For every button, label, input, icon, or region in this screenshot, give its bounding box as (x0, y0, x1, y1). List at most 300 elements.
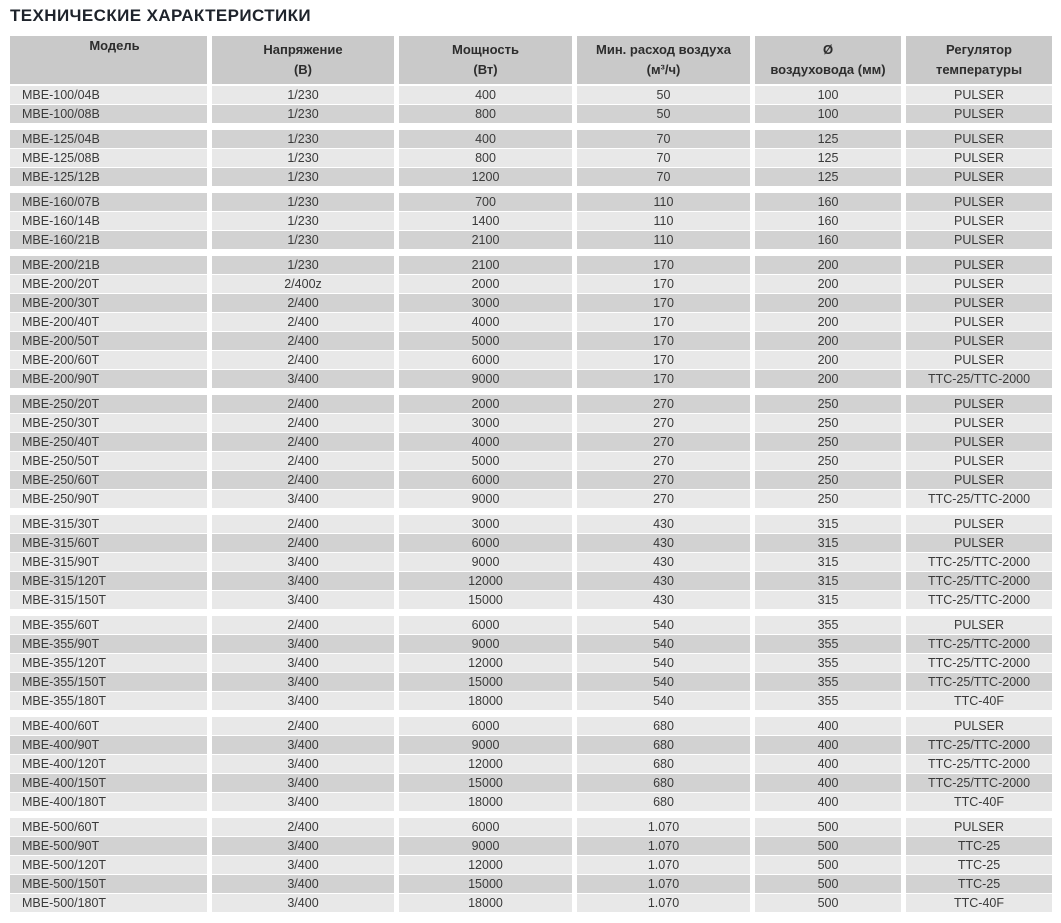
cell-power: 9000 (399, 370, 572, 388)
cell-model: MBE-355/60T (10, 616, 207, 634)
cell-power: 2000 (399, 395, 572, 413)
cell-regulator: TTC-25/TTC-2000 (906, 736, 1052, 754)
cell-model: MBE-500/180T (10, 894, 207, 912)
cell-model: MBE-315/120T (10, 572, 207, 590)
cell-airflow: 110 (577, 193, 750, 211)
table-header-row (10, 36, 1052, 84)
cell-diameter: 100 (755, 105, 901, 123)
header-sublabel: (В) (293, 62, 313, 77)
cell-regulator: TTC-25/TTC-2000 (906, 635, 1052, 653)
cell-diameter: 355 (755, 692, 901, 710)
cell-power: 15000 (399, 673, 572, 691)
cell-voltage: 2/400 (212, 414, 394, 432)
table-row (10, 105, 1052, 123)
cell-model: MBE-400/60T (10, 717, 207, 735)
table-group (10, 818, 1052, 912)
cell-power: 6000 (399, 818, 572, 836)
cell-diameter: 200 (755, 313, 901, 331)
cell-regulator: PULSER (906, 717, 1052, 735)
cell-diameter: 200 (755, 275, 901, 293)
cell-airflow: 270 (577, 433, 750, 451)
cell-airflow: 540 (577, 673, 750, 691)
table-body (10, 86, 1052, 912)
cell-voltage: 2/400 (212, 313, 394, 331)
cell-airflow: 680 (577, 717, 750, 735)
cell-diameter: 160 (755, 231, 901, 249)
header-label: Регулятор (946, 41, 1012, 57)
page-title: ТЕХНИЧЕСКИЕ ХАРАКТЕРИСТИКИ (10, 6, 312, 25)
cell-model: MBE-200/30T (10, 294, 207, 312)
table-row (10, 572, 1052, 590)
cell-diameter: 400 (755, 717, 901, 735)
cell-regulator: PULSER (906, 515, 1052, 533)
header-label: Напряжение (263, 41, 343, 57)
table-row (10, 894, 1052, 912)
cell-regulator: TTC-25 (906, 856, 1052, 874)
cell-voltage: 3/400 (212, 553, 394, 571)
cell-voltage: 3/400 (212, 490, 394, 508)
table-row (10, 351, 1052, 369)
cell-power: 6000 (399, 616, 572, 634)
cell-regulator: PULSER (906, 471, 1052, 489)
cell-diameter: 315 (755, 591, 901, 609)
table-row (10, 635, 1052, 653)
cell-power: 15000 (399, 774, 572, 792)
cell-voltage: 2/400 (212, 616, 394, 634)
cell-power: 800 (399, 149, 572, 167)
table-row (10, 793, 1052, 811)
cell-airflow: 680 (577, 755, 750, 773)
table-row (10, 755, 1052, 773)
cell-model: MBE-250/30T (10, 414, 207, 432)
cell-voltage: 2/400 (212, 818, 394, 836)
cell-power: 400 (399, 86, 572, 104)
table-row (10, 395, 1052, 413)
cell-diameter: 160 (755, 193, 901, 211)
cell-airflow: 540 (577, 692, 750, 710)
cell-airflow: 170 (577, 294, 750, 312)
cell-regulator: TTC-25/TTC-2000 (906, 591, 1052, 609)
table-row (10, 673, 1052, 691)
header-label: Мощность (452, 41, 519, 57)
cell-model: MBE-250/90T (10, 490, 207, 508)
cell-voltage: 3/400 (212, 572, 394, 590)
header-cell-regulator (906, 36, 1052, 84)
cell-diameter: 500 (755, 818, 901, 836)
cell-regulator: TTC-25 (906, 875, 1052, 893)
cell-model: MBE-400/180T (10, 793, 207, 811)
cell-regulator: PULSER (906, 332, 1052, 350)
cell-power: 2100 (399, 231, 572, 249)
cell-diameter: 200 (755, 370, 901, 388)
cell-regulator: PULSER (906, 313, 1052, 331)
cell-model: MBE-160/14B (10, 212, 207, 230)
cell-power: 18000 (399, 793, 572, 811)
cell-diameter: 315 (755, 572, 901, 590)
cell-regulator: PULSER (906, 351, 1052, 369)
cell-voltage: 1/230 (212, 212, 394, 230)
table-row (10, 616, 1052, 634)
table-row (10, 130, 1052, 148)
cell-voltage: 3/400 (212, 774, 394, 792)
cell-model: MBE-200/60T (10, 351, 207, 369)
cell-airflow: 680 (577, 793, 750, 811)
cell-model: MBE-160/07B (10, 193, 207, 211)
table-row (10, 837, 1052, 855)
cell-model: MBE-315/150T (10, 591, 207, 609)
cell-voltage: 3/400 (212, 673, 394, 691)
cell-model: MBE-160/21B (10, 231, 207, 249)
cell-airflow: 170 (577, 275, 750, 293)
cell-power: 5000 (399, 452, 572, 470)
table-group (10, 515, 1052, 609)
cell-model: MBE-200/90T (10, 370, 207, 388)
cell-power: 1400 (399, 212, 572, 230)
cell-diameter: 250 (755, 452, 901, 470)
cell-diameter: 200 (755, 294, 901, 312)
cell-model: MBE-125/04B (10, 130, 207, 148)
cell-airflow: 170 (577, 370, 750, 388)
cell-power: 15000 (399, 875, 572, 893)
cell-airflow: 430 (577, 515, 750, 533)
cell-diameter: 315 (755, 553, 901, 571)
table-row (10, 717, 1052, 735)
cell-model: MBE-250/60T (10, 471, 207, 489)
header-sublabel: воздуховода (мм) (770, 62, 886, 77)
cell-airflow: 680 (577, 736, 750, 754)
cell-power: 3000 (399, 294, 572, 312)
cell-diameter: 250 (755, 471, 901, 489)
cell-power: 2000 (399, 275, 572, 293)
cell-regulator: PULSER (906, 168, 1052, 186)
cell-regulator: TTC-25/TTC-2000 (906, 553, 1052, 571)
cell-diameter: 355 (755, 673, 901, 691)
cell-regulator: PULSER (906, 534, 1052, 552)
cell-voltage: 3/400 (212, 837, 394, 855)
cell-power: 1200 (399, 168, 572, 186)
cell-diameter: 400 (755, 793, 901, 811)
cell-airflow: 270 (577, 471, 750, 489)
cell-voltage: 2/400 (212, 332, 394, 350)
cell-regulator: TTC-40F (906, 692, 1052, 710)
cell-model: MBE-200/21B (10, 256, 207, 274)
cell-regulator: PULSER (906, 414, 1052, 432)
cell-model: MBE-500/90T (10, 837, 207, 855)
table-group (10, 717, 1052, 811)
cell-regulator: TTC-25/TTC-2000 (906, 654, 1052, 672)
cell-model: MBE-125/08B (10, 149, 207, 167)
header-cell-power (399, 36, 572, 84)
cell-regulator: PULSER (906, 193, 1052, 211)
cell-airflow: 680 (577, 774, 750, 792)
table-row (10, 875, 1052, 893)
table-row (10, 231, 1052, 249)
cell-model: MBE-100/04B (10, 86, 207, 104)
table-row (10, 774, 1052, 792)
cell-diameter: 100 (755, 86, 901, 104)
table-row (10, 736, 1052, 754)
cell-airflow: 430 (577, 591, 750, 609)
cell-power: 800 (399, 105, 572, 123)
cell-voltage: 1/230 (212, 256, 394, 274)
cell-voltage: 2/400 (212, 452, 394, 470)
cell-regulator: TTC-25 (906, 837, 1052, 855)
cell-power: 9000 (399, 837, 572, 855)
cell-voltage: 2/400 (212, 534, 394, 552)
cell-voltage: 2/400z (212, 275, 394, 293)
cell-voltage: 2/400 (212, 471, 394, 489)
cell-diameter: 250 (755, 414, 901, 432)
cell-diameter: 500 (755, 856, 901, 874)
cell-power: 2100 (399, 256, 572, 274)
cell-airflow: 430 (577, 572, 750, 590)
cell-airflow: 1.070 (577, 875, 750, 893)
cell-model: MBE-355/150T (10, 673, 207, 691)
cell-regulator: PULSER (906, 452, 1052, 470)
cell-diameter: 160 (755, 212, 901, 230)
cell-regulator: PULSER (906, 105, 1052, 123)
cell-voltage: 3/400 (212, 875, 394, 893)
cell-diameter: 125 (755, 149, 901, 167)
cell-airflow: 110 (577, 231, 750, 249)
cell-voltage: 3/400 (212, 736, 394, 754)
cell-model: MBE-355/180T (10, 692, 207, 710)
cell-voltage: 3/400 (212, 370, 394, 388)
cell-airflow: 540 (577, 635, 750, 653)
cell-regulator: PULSER (906, 231, 1052, 249)
cell-voltage: 1/230 (212, 86, 394, 104)
cell-model: MBE-250/40T (10, 433, 207, 451)
cell-voltage: 3/400 (212, 755, 394, 773)
cell-diameter: 500 (755, 894, 901, 912)
table-row (10, 534, 1052, 552)
cell-regulator: TTC-25/TTC-2000 (906, 370, 1052, 388)
cell-model: MBE-200/50T (10, 332, 207, 350)
header-label: Мин. расход воздуха (596, 41, 731, 57)
header-cell-model (10, 36, 207, 84)
cell-voltage: 3/400 (212, 654, 394, 672)
cell-power: 18000 (399, 692, 572, 710)
cell-airflow: 540 (577, 654, 750, 672)
table-row (10, 212, 1052, 230)
cell-power: 3000 (399, 414, 572, 432)
cell-airflow: 430 (577, 534, 750, 552)
cell-diameter: 315 (755, 515, 901, 533)
cell-airflow: 70 (577, 168, 750, 186)
cell-airflow: 1.070 (577, 837, 750, 855)
cell-regulator: TTC-25/TTC-2000 (906, 490, 1052, 508)
cell-power: 15000 (399, 591, 572, 609)
table-row (10, 553, 1052, 571)
cell-power: 5000 (399, 332, 572, 350)
cell-power: 6000 (399, 471, 572, 489)
cell-airflow: 170 (577, 256, 750, 274)
table-row (10, 168, 1052, 186)
cell-regulator: PULSER (906, 395, 1052, 413)
cell-voltage: 3/400 (212, 692, 394, 710)
cell-voltage: 3/400 (212, 591, 394, 609)
cell-model: MBE-400/150T (10, 774, 207, 792)
cell-power: 9000 (399, 635, 572, 653)
header-sublabel: температуры (935, 62, 1023, 77)
header-label: Модель (89, 38, 140, 53)
cell-diameter: 400 (755, 774, 901, 792)
cell-diameter: 125 (755, 130, 901, 148)
cell-diameter: 200 (755, 332, 901, 350)
table-row (10, 654, 1052, 672)
table-row (10, 452, 1052, 470)
cell-regulator: PULSER (906, 149, 1052, 167)
cell-power: 12000 (399, 856, 572, 874)
cell-airflow: 270 (577, 414, 750, 432)
cell-airflow: 270 (577, 395, 750, 413)
cell-airflow: 70 (577, 149, 750, 167)
cell-power: 6000 (399, 534, 572, 552)
cell-voltage: 3/400 (212, 856, 394, 874)
table-row (10, 591, 1052, 609)
cell-power: 12000 (399, 572, 572, 590)
cell-model: MBE-355/90T (10, 635, 207, 653)
cell-model: MBE-125/12B (10, 168, 207, 186)
cell-diameter: 500 (755, 875, 901, 893)
cell-airflow: 170 (577, 351, 750, 369)
cell-regulator: PULSER (906, 130, 1052, 148)
cell-power: 3000 (399, 515, 572, 533)
table-row (10, 275, 1052, 293)
cell-diameter: 250 (755, 490, 901, 508)
table-row (10, 294, 1052, 312)
cell-voltage: 1/230 (212, 105, 394, 123)
cell-model: MBE-500/60T (10, 818, 207, 836)
cell-regulator: PULSER (906, 616, 1052, 634)
table-row (10, 370, 1052, 388)
table-row (10, 692, 1052, 710)
cell-voltage: 2/400 (212, 717, 394, 735)
cell-model: MBE-100/08B (10, 105, 207, 123)
table-row (10, 86, 1052, 104)
cell-voltage: 1/230 (212, 168, 394, 186)
cell-power: 9000 (399, 490, 572, 508)
table-group (10, 193, 1052, 249)
cell-model: MBE-250/20T (10, 395, 207, 413)
cell-diameter: 315 (755, 534, 901, 552)
cell-airflow: 110 (577, 212, 750, 230)
cell-model: MBE-500/120T (10, 856, 207, 874)
cell-power: 6000 (399, 717, 572, 735)
cell-power: 6000 (399, 351, 572, 369)
cell-diameter: 355 (755, 635, 901, 653)
cell-airflow: 270 (577, 490, 750, 508)
table-row (10, 193, 1052, 211)
cell-diameter: 200 (755, 256, 901, 274)
table-row (10, 856, 1052, 874)
cell-diameter: 400 (755, 736, 901, 754)
cell-airflow: 1.070 (577, 856, 750, 874)
cell-model: MBE-315/90T (10, 553, 207, 571)
header-cell-airflow (577, 36, 750, 84)
table-row (10, 515, 1052, 533)
cell-diameter: 355 (755, 654, 901, 672)
cell-voltage: 2/400 (212, 395, 394, 413)
cell-regulator: PULSER (906, 86, 1052, 104)
cell-power: 12000 (399, 755, 572, 773)
cell-regulator: TTC-25/TTC-2000 (906, 774, 1052, 792)
cell-power: 9000 (399, 553, 572, 571)
table-row (10, 471, 1052, 489)
cell-airflow: 50 (577, 86, 750, 104)
table-row (10, 256, 1052, 274)
cell-diameter: 200 (755, 351, 901, 369)
table-group (10, 256, 1052, 388)
cell-diameter: 355 (755, 616, 901, 634)
cell-voltage: 2/400 (212, 294, 394, 312)
cell-airflow: 70 (577, 130, 750, 148)
table-row (10, 149, 1052, 167)
cell-power: 700 (399, 193, 572, 211)
cell-regulator: PULSER (906, 433, 1052, 451)
cell-voltage: 2/400 (212, 433, 394, 451)
cell-model: MBE-315/30T (10, 515, 207, 533)
cell-voltage: 2/400 (212, 515, 394, 533)
cell-airflow: 170 (577, 332, 750, 350)
cell-voltage: 3/400 (212, 894, 394, 912)
cell-diameter: 500 (755, 837, 901, 855)
cell-regulator: TTC-40F (906, 894, 1052, 912)
cell-voltage: 2/400 (212, 351, 394, 369)
cell-power: 400 (399, 130, 572, 148)
cell-model: MBE-400/90T (10, 736, 207, 754)
table-group (10, 86, 1052, 123)
cell-regulator: TTC-25/TTC-2000 (906, 673, 1052, 691)
cell-regulator: PULSER (906, 256, 1052, 274)
cell-voltage: 1/230 (212, 231, 394, 249)
cell-airflow: 270 (577, 452, 750, 470)
cell-power: 18000 (399, 894, 572, 912)
cell-regulator: PULSER (906, 818, 1052, 836)
header-sublabel: (Вт) (473, 62, 498, 77)
header-cell-voltage (212, 36, 394, 84)
cell-regulator: TTC-25/TTC-2000 (906, 572, 1052, 590)
cell-regulator: PULSER (906, 294, 1052, 312)
cell-model: MBE-200/20T (10, 275, 207, 293)
cell-airflow: 1.070 (577, 894, 750, 912)
table-row (10, 332, 1052, 350)
cell-airflow: 170 (577, 313, 750, 331)
cell-voltage: 1/230 (212, 130, 394, 148)
cell-regulator: PULSER (906, 212, 1052, 230)
cell-airflow: 430 (577, 553, 750, 571)
cell-diameter: 125 (755, 168, 901, 186)
cell-airflow: 1.070 (577, 818, 750, 836)
table-group (10, 130, 1052, 186)
cell-voltage: 3/400 (212, 635, 394, 653)
cell-model: MBE-250/50T (10, 452, 207, 470)
table-group (10, 395, 1052, 508)
table-group (10, 616, 1052, 710)
cell-voltage: 1/230 (212, 149, 394, 167)
cell-voltage: 3/400 (212, 793, 394, 811)
cell-diameter: 400 (755, 755, 901, 773)
header-label: Ø (822, 41, 834, 57)
cell-regulator: TTC-25/TTC-2000 (906, 755, 1052, 773)
cell-model: MBE-500/150T (10, 875, 207, 893)
cell-model: MBE-315/60T (10, 534, 207, 552)
cell-diameter: 250 (755, 395, 901, 413)
cell-regulator: TTC-40F (906, 793, 1052, 811)
spec-table (10, 36, 1052, 912)
cell-voltage: 1/230 (212, 193, 394, 211)
cell-model: MBE-400/120T (10, 755, 207, 773)
